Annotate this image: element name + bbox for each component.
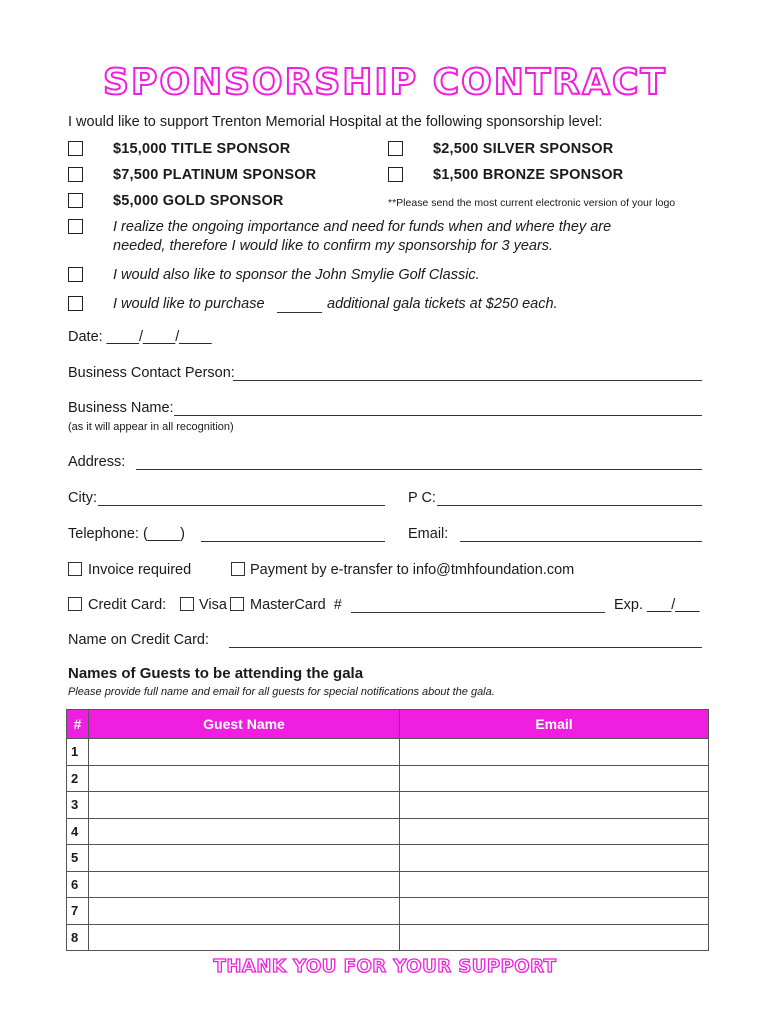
guest-name-cell[interactable] bbox=[89, 924, 400, 951]
mastercard-label: MasterCard # bbox=[250, 597, 342, 613]
invoice-label: Invoice required bbox=[88, 562, 192, 578]
col-number-header: # bbox=[67, 710, 89, 739]
row-number: 6 bbox=[67, 871, 89, 898]
table-row bbox=[67, 792, 709, 819]
guest-email-cell[interactable] bbox=[400, 792, 709, 819]
guest-email-cell[interactable] bbox=[400, 871, 709, 898]
guest-table bbox=[66, 709, 709, 951]
guest-name-cell[interactable] bbox=[89, 739, 400, 766]
contact-person-label: Business Contact Person: bbox=[68, 365, 235, 381]
guest-name-cell[interactable] bbox=[89, 765, 400, 792]
date-field[interactable]: Date: ____/____/____ bbox=[68, 329, 212, 345]
business-name-note: (as it will appear in all recognition) bbox=[68, 421, 234, 433]
email-field[interactable] bbox=[460, 541, 702, 542]
guest-name-cell[interactable] bbox=[89, 792, 400, 819]
business-name-field[interactable] bbox=[174, 415, 702, 416]
table-row bbox=[67, 739, 709, 766]
thank-you-footer: THANK YOU FOR YOUR SUPPORT bbox=[213, 956, 557, 977]
postal-code-label: P C: bbox=[408, 490, 436, 506]
row-number: 5 bbox=[67, 845, 89, 872]
mastercard-checkbox[interactable] bbox=[230, 597, 244, 611]
visa-label: Visa bbox=[199, 597, 227, 613]
table-row bbox=[67, 898, 709, 925]
title-sponsor-label: $15,000 TITLE SPONSOR bbox=[113, 141, 291, 157]
gala-tickets-checkbox[interactable] bbox=[68, 296, 83, 311]
commitment-text-line1: I realize the ongoing importance and need for funds when and where they are bbox=[113, 219, 612, 235]
email-label: Email: bbox=[408, 526, 449, 542]
guest-name-cell[interactable] bbox=[89, 871, 400, 898]
address-field[interactable] bbox=[136, 469, 702, 470]
credit-card-checkbox[interactable] bbox=[68, 597, 82, 611]
commitment-text-line2: needed, therefore I would like to confirm my sponsorship for 3 years. bbox=[113, 238, 554, 254]
col-email-header: Email bbox=[400, 710, 709, 739]
guest-email-cell[interactable] bbox=[400, 898, 709, 925]
telephone-field[interactable] bbox=[201, 541, 385, 542]
guest-name-cell[interactable] bbox=[89, 898, 400, 925]
table-row bbox=[67, 871, 709, 898]
guest-email-cell[interactable] bbox=[400, 845, 709, 872]
name-on-card-field[interactable] bbox=[229, 647, 702, 648]
platinum-sponsor-label: $7,500 PLATINUM SPONSOR bbox=[113, 167, 317, 183]
logo-note: **Please send the most current electronic version of your logo bbox=[388, 197, 676, 209]
etransfer-label: Payment by e-transfer to info@tmhfoundation.com bbox=[250, 562, 575, 578]
guest-email-cell[interactable] bbox=[400, 765, 709, 792]
guest-email-cell[interactable] bbox=[400, 739, 709, 766]
golf-classic-text: I would also like to sponsor the John Smylie Golf Classic. bbox=[113, 267, 480, 283]
city-label: City: bbox=[68, 490, 97, 506]
guest-name-cell[interactable] bbox=[89, 845, 400, 872]
gala-tickets-text-b: additional gala tickets at $250 each. bbox=[327, 296, 558, 312]
guest-email-cell[interactable] bbox=[400, 924, 709, 951]
bronze-sponsor-checkbox[interactable] bbox=[388, 167, 403, 182]
table-row bbox=[67, 818, 709, 845]
guest-email-cell[interactable] bbox=[400, 818, 709, 845]
platinum-sponsor-checkbox[interactable] bbox=[68, 167, 83, 182]
gold-sponsor-checkbox[interactable] bbox=[68, 193, 83, 208]
table-row bbox=[67, 924, 709, 951]
contact-person-field[interactable] bbox=[233, 380, 702, 381]
city-field[interactable] bbox=[98, 505, 385, 506]
gold-sponsor-label: $5,000 GOLD SPONSOR bbox=[113, 193, 284, 209]
ticket-quantity-field[interactable] bbox=[277, 312, 322, 313]
silver-sponsor-label: $2,500 SILVER SPONSOR bbox=[433, 141, 614, 157]
invoice-checkbox[interactable] bbox=[68, 562, 82, 576]
name-on-card-label: Name on Credit Card: bbox=[68, 632, 210, 648]
credit-card-label: Credit Card: bbox=[88, 597, 167, 613]
three-year-commitment-checkbox[interactable] bbox=[68, 219, 83, 234]
row-number: 8 bbox=[67, 924, 89, 951]
table-row bbox=[67, 845, 709, 872]
row-number: 1 bbox=[67, 739, 89, 766]
gala-tickets-text-a: I would like to purchase bbox=[113, 296, 265, 312]
row-number: 7 bbox=[67, 898, 89, 925]
guest-name-cell[interactable] bbox=[89, 818, 400, 845]
silver-sponsor-checkbox[interactable] bbox=[388, 141, 403, 156]
telephone-label: Telephone: (____) bbox=[68, 526, 185, 542]
row-number: 3 bbox=[67, 792, 89, 819]
guest-table-header bbox=[67, 710, 709, 739]
visa-checkbox[interactable] bbox=[180, 597, 194, 611]
guests-subheading: Please provide full name and email for all guests for special notifications about the gala. bbox=[68, 686, 495, 698]
etransfer-checkbox[interactable] bbox=[231, 562, 245, 576]
row-number: 4 bbox=[67, 818, 89, 845]
postal-code-field[interactable] bbox=[437, 505, 702, 506]
col-guest-name-header: Guest Name bbox=[89, 710, 400, 739]
business-name-label: Business Name: bbox=[68, 400, 174, 416]
address-label: Address: bbox=[68, 454, 126, 470]
row-number: 2 bbox=[67, 765, 89, 792]
intro-text: I would like to support Trenton Memorial Hospital at the following sponsorship level: bbox=[68, 114, 603, 130]
golf-classic-checkbox[interactable] bbox=[68, 267, 83, 282]
bronze-sponsor-label: $1,500 BRONZE SPONSOR bbox=[433, 167, 624, 183]
title-sponsor-checkbox[interactable] bbox=[68, 141, 83, 156]
page-title: SPONSORSHIP CONTRACT bbox=[103, 62, 667, 103]
expiry-field[interactable]: Exp. ___/___ bbox=[614, 597, 700, 613]
guests-heading: Names of Guests to be attending the gala bbox=[68, 665, 364, 682]
table-row bbox=[67, 765, 709, 792]
card-number-field[interactable] bbox=[351, 612, 605, 613]
